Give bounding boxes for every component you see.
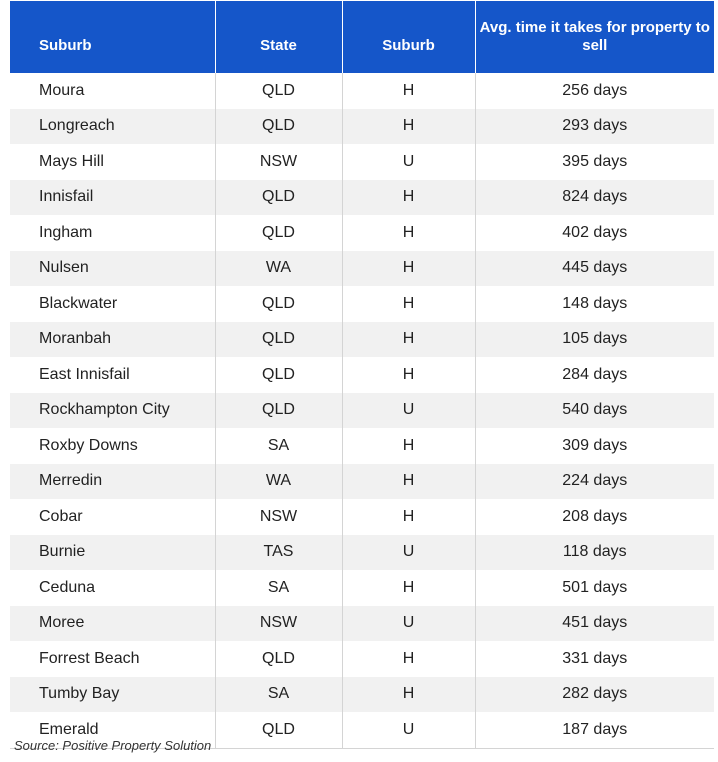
cell-avg-time: 105 days xyxy=(475,322,714,358)
cell-avg-time: 824 days xyxy=(475,180,714,216)
table-row xyxy=(10,641,714,677)
cell-avg-time: 118 days xyxy=(475,535,714,571)
cell-suburb: East Innisfail xyxy=(39,365,130,383)
cell-suburb-type: H xyxy=(342,109,475,145)
cell-state: QLD xyxy=(215,641,342,677)
table-body xyxy=(10,73,714,748)
cell-suburb-type: U xyxy=(342,712,475,748)
table-row xyxy=(10,73,714,109)
header-suburb: Suburb xyxy=(10,1,215,73)
table-row xyxy=(10,393,714,429)
table-row xyxy=(10,251,714,287)
cell-avg-time: 501 days xyxy=(475,570,714,606)
cell-state: QLD xyxy=(215,712,342,748)
cell-suburb: Tumby Bay xyxy=(10,677,215,713)
cell-suburb: Innisfail xyxy=(10,180,215,216)
cell-suburb: Burnie xyxy=(10,535,215,571)
cell-state: QLD xyxy=(215,286,342,322)
suburb-sell-time-table xyxy=(10,1,714,749)
cell-avg-time: 187 days xyxy=(475,712,714,748)
cell-avg-time: 284 days xyxy=(475,357,714,393)
cell-suburb: Forrest Beach xyxy=(39,649,140,667)
table-row xyxy=(10,357,714,393)
table-row xyxy=(10,144,714,180)
cell-state: QLD xyxy=(215,180,342,216)
cell-suburb: Nulsen xyxy=(10,251,215,287)
cell-suburb-type: U xyxy=(342,606,475,642)
cell-suburb-type: H xyxy=(342,215,475,251)
cell-suburb: Rockhampton City xyxy=(10,393,215,429)
cell-state: NSW xyxy=(215,606,342,642)
cell-suburb-type: H xyxy=(342,286,475,322)
cell-suburb: Cobar xyxy=(39,507,83,525)
cell-state: SA xyxy=(215,428,342,464)
cell-suburb-type: U xyxy=(342,144,475,180)
cell-suburb-type: H xyxy=(342,73,475,109)
header-avg-time: Avg. time it takes for property to sell xyxy=(475,1,714,73)
cell-suburb: Moranbah xyxy=(10,322,215,358)
cell-state: QLD xyxy=(215,322,342,358)
cell-suburb: Blackwater xyxy=(39,294,118,312)
cell-state: QLD xyxy=(215,357,342,393)
cell-state: NSW xyxy=(215,499,342,535)
cell-state: QLD xyxy=(215,393,342,429)
cell-avg-time: 331 days xyxy=(475,641,714,677)
cell-avg-time: 402 days xyxy=(475,215,714,251)
cell-suburb: Ingham xyxy=(39,223,93,241)
table-row xyxy=(10,286,714,322)
cell-avg-time: 540 days xyxy=(475,393,714,429)
cell-avg-time: 208 days xyxy=(475,499,714,535)
cell-suburb-type: H xyxy=(342,428,475,464)
cell-suburb-type: H xyxy=(342,322,475,358)
cell-avg-time: 309 days xyxy=(475,428,714,464)
cell-avg-time: 395 days xyxy=(475,144,714,180)
cell-avg-time: 451 days xyxy=(475,606,714,642)
header-row xyxy=(10,1,714,73)
table-row xyxy=(10,677,714,713)
cell-suburb: Emerald xyxy=(10,712,215,748)
cell-state: SA xyxy=(215,677,342,713)
table-row xyxy=(10,535,714,571)
cell-suburb: Roxby Downs xyxy=(39,436,138,454)
cell-suburb-type: H xyxy=(342,570,475,606)
cell-avg-time: 148 days xyxy=(475,286,714,322)
table-row xyxy=(10,322,714,358)
cell-suburb: Merredin xyxy=(10,464,215,500)
table-row xyxy=(10,499,714,535)
cell-state: WA xyxy=(215,251,342,287)
cell-suburb-type: H xyxy=(342,251,475,287)
cell-avg-time: 224 days xyxy=(475,464,714,500)
cell-suburb-type: H xyxy=(342,641,475,677)
cell-suburb-type: U xyxy=(342,393,475,429)
cell-suburb: Longreach xyxy=(10,109,215,145)
header-state: State xyxy=(215,1,342,73)
cell-state: QLD xyxy=(215,109,342,145)
table-row xyxy=(10,570,714,606)
cell-state: QLD xyxy=(215,73,342,109)
cell-suburb-type: H xyxy=(342,464,475,500)
cell-state: NSW xyxy=(215,144,342,180)
cell-state: WA xyxy=(215,464,342,500)
cell-avg-time: 445 days xyxy=(475,251,714,287)
cell-avg-time: 282 days xyxy=(475,677,714,713)
cell-state: TAS xyxy=(215,535,342,571)
cell-state: QLD xyxy=(215,215,342,251)
cell-avg-time: 256 days xyxy=(475,73,714,109)
cell-suburb-type: U xyxy=(342,535,475,571)
header-suburb-type: Suburb xyxy=(342,1,475,73)
source-note: Source: Positive Property Solution xyxy=(14,738,212,753)
table-row xyxy=(10,109,714,145)
cell-suburb: Moree xyxy=(10,606,215,642)
cell-suburb: Mays Hill xyxy=(39,152,104,170)
table-row xyxy=(10,180,714,216)
cell-suburb-type: H xyxy=(342,180,475,216)
cell-avg-time: 293 days xyxy=(475,109,714,145)
cell-suburb: Ceduna xyxy=(39,578,96,596)
table-row xyxy=(10,606,714,642)
cell-suburb-type: H xyxy=(342,499,475,535)
cell-suburb-type: H xyxy=(342,677,475,713)
cell-suburb: Moura xyxy=(39,81,85,99)
table-header xyxy=(10,1,714,73)
cell-state: SA xyxy=(215,570,342,606)
cell-suburb-type: H xyxy=(342,357,475,393)
table-row xyxy=(10,215,714,251)
table-row xyxy=(10,428,714,464)
table-row xyxy=(10,464,714,500)
